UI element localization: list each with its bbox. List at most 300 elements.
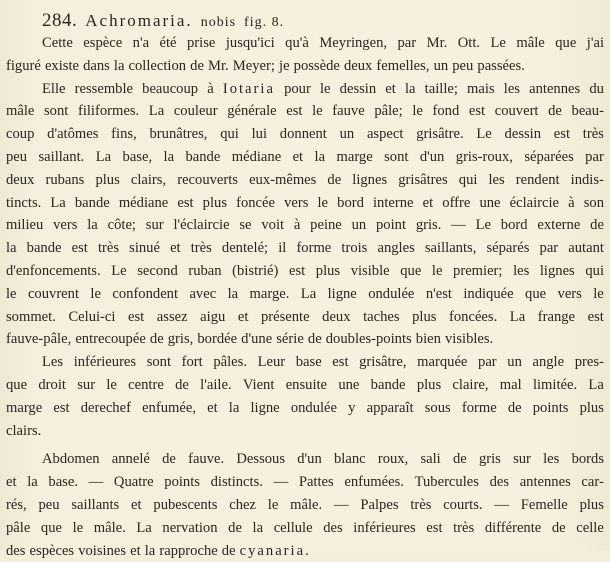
word: Femelle xyxy=(520,496,568,513)
word: peu xyxy=(6,148,28,165)
word: point xyxy=(376,217,406,234)
word: un xyxy=(433,57,449,74)
text-line xyxy=(6,471,604,494)
word: angles xyxy=(377,240,415,257)
word: cellule xyxy=(273,519,313,536)
word: mais xyxy=(467,80,495,97)
word: la xyxy=(163,148,175,165)
word: base. xyxy=(48,474,78,491)
word: — xyxy=(494,496,509,513)
word: plus xyxy=(202,194,227,211)
word: plus xyxy=(315,262,341,279)
word: filiformes. xyxy=(77,103,140,120)
word: de xyxy=(175,376,189,393)
text-line xyxy=(6,100,604,123)
word: vers xyxy=(284,194,309,211)
word: inférieures xyxy=(353,519,416,536)
word: — xyxy=(88,474,104,491)
word: d'un xyxy=(297,451,322,468)
word: grisâtre, xyxy=(359,354,407,371)
word: cyanaria. xyxy=(239,542,311,559)
word: la xyxy=(144,542,156,559)
word: gris xyxy=(478,451,501,468)
word: de xyxy=(551,519,566,536)
word: et xyxy=(131,496,142,513)
word: pâles. xyxy=(213,354,247,371)
word: à xyxy=(293,217,301,234)
word: médiane xyxy=(231,148,282,165)
word: est xyxy=(288,262,306,279)
word: avec xyxy=(189,285,217,302)
text-line xyxy=(6,146,604,169)
word: le xyxy=(312,103,323,120)
word: tincts. xyxy=(6,194,42,211)
word: frange xyxy=(537,308,576,325)
word: premier; xyxy=(453,262,503,279)
word: base xyxy=(295,354,322,371)
word: la xyxy=(113,57,125,74)
word: prise xyxy=(187,35,216,51)
word: deux xyxy=(322,308,351,325)
word: n'a xyxy=(132,35,150,51)
word: sur xyxy=(77,376,96,393)
word: ligne xyxy=(250,399,280,416)
text-line xyxy=(6,283,604,306)
word: à xyxy=(207,80,214,97)
word: couvert xyxy=(494,103,539,120)
word: un xyxy=(351,217,367,234)
word: de xyxy=(307,331,322,348)
word: — xyxy=(273,474,289,491)
word: de xyxy=(149,331,164,348)
word: lignes xyxy=(352,171,388,188)
word: la xyxy=(27,474,38,491)
word: des xyxy=(489,474,510,491)
word: y xyxy=(348,399,356,416)
word: les xyxy=(503,80,520,97)
word: à xyxy=(568,194,575,211)
word: les xyxy=(513,262,530,279)
word: forme xyxy=(296,240,332,257)
word: médiane xyxy=(118,194,169,211)
word: taches xyxy=(363,308,400,325)
word: vers xyxy=(557,285,582,302)
word: indiquée xyxy=(463,285,514,302)
word: et xyxy=(237,308,249,325)
word: et xyxy=(130,542,141,559)
text-line xyxy=(6,237,604,260)
word: rendent xyxy=(515,171,560,188)
text-line xyxy=(6,374,604,397)
word: centre xyxy=(128,376,164,393)
word: claire, xyxy=(452,376,489,393)
word: la xyxy=(87,217,98,234)
word: lignes xyxy=(539,262,575,279)
word: offre xyxy=(442,194,471,211)
word: externe xyxy=(537,217,581,234)
word: angle xyxy=(532,354,565,371)
word: La xyxy=(509,308,526,325)
word: grisâtre. xyxy=(416,126,464,143)
word: de xyxy=(548,103,562,120)
word: Abdomen xyxy=(42,451,100,468)
word: sali xyxy=(420,451,441,468)
word: gris-roux, xyxy=(455,148,513,165)
word: entrecoupée xyxy=(75,331,146,348)
word: donnent xyxy=(279,126,327,143)
word: plus xyxy=(412,308,437,325)
word: ondulée xyxy=(290,399,338,416)
word: des xyxy=(6,542,26,559)
word: foncées. xyxy=(449,308,498,325)
word: de xyxy=(228,519,242,536)
word: apparaît xyxy=(366,399,414,416)
text-line xyxy=(6,420,604,443)
word: par xyxy=(478,354,497,371)
word: j'ai xyxy=(586,35,604,51)
word: les xyxy=(543,451,560,468)
word: Le xyxy=(111,262,127,279)
word: mâle xyxy=(6,103,35,120)
word: limitée. xyxy=(532,376,578,393)
text-line xyxy=(6,169,604,192)
word: Palpes xyxy=(360,496,399,513)
word: et xyxy=(292,148,304,165)
word: d'une xyxy=(241,331,273,348)
word: — xyxy=(333,496,349,513)
word: mâle. xyxy=(93,519,126,536)
word: second xyxy=(137,262,178,279)
word: Le xyxy=(476,126,492,143)
word: son xyxy=(583,194,604,211)
word: Mr. xyxy=(426,35,448,51)
word: est xyxy=(71,240,88,257)
word: dessin xyxy=(339,80,377,97)
word: présente xyxy=(260,308,310,325)
word: fort xyxy=(181,354,203,371)
word: ligne xyxy=(327,285,357,302)
word: qui xyxy=(585,262,604,279)
word: espèces xyxy=(29,542,75,559)
word: distincts. xyxy=(210,474,263,491)
word: chez xyxy=(229,496,256,513)
species-name: Achromaria. xyxy=(85,11,193,30)
word: sur xyxy=(513,451,531,468)
word: la xyxy=(227,285,239,302)
word: trois xyxy=(341,240,368,257)
word: clairs. xyxy=(6,422,42,439)
word: annelé xyxy=(111,451,150,468)
word: éclaircie xyxy=(509,194,560,211)
word: la xyxy=(314,148,326,165)
word: plus xyxy=(579,399,604,416)
word: foncée xyxy=(236,194,275,211)
word: il xyxy=(278,240,287,257)
word: un xyxy=(507,354,522,371)
word: et xyxy=(385,80,396,97)
word: la xyxy=(6,240,17,257)
word: coup xyxy=(6,126,35,143)
word: Les xyxy=(42,354,64,371)
text-line xyxy=(6,306,604,329)
word: sont xyxy=(146,354,172,371)
word: est xyxy=(553,126,571,143)
word: Vient xyxy=(242,376,275,393)
word: inférieures xyxy=(73,354,137,371)
word: saillant. xyxy=(38,148,85,165)
word: pres- xyxy=(574,354,604,371)
word: Le xyxy=(475,217,491,234)
word: sont xyxy=(44,103,69,120)
word: bordée xyxy=(197,331,238,348)
word: côte; xyxy=(107,217,136,234)
word: deux xyxy=(6,171,35,188)
word: une xyxy=(338,376,360,393)
paragraph xyxy=(6,78,604,352)
word: bande xyxy=(26,240,62,257)
paragraph xyxy=(6,351,604,442)
word: plus xyxy=(95,171,120,188)
word: jusqu'ici xyxy=(225,35,275,51)
word: différente xyxy=(484,519,542,536)
word: base, xyxy=(122,148,153,165)
word: de xyxy=(327,171,342,188)
text-line xyxy=(6,55,604,78)
figure-reference: fig. 8. xyxy=(244,15,285,30)
word: voit xyxy=(261,217,285,234)
word: — xyxy=(451,217,466,234)
word: un xyxy=(339,126,355,143)
word: car- xyxy=(581,474,604,491)
word: antennes xyxy=(519,474,571,491)
word: Ott. xyxy=(457,35,481,51)
word: les xyxy=(488,171,505,188)
word: Elle xyxy=(42,80,66,97)
word: bord xyxy=(500,217,528,234)
word: le xyxy=(90,285,101,302)
word: vers xyxy=(53,217,78,234)
word: marquée xyxy=(417,354,468,371)
word: dessin xyxy=(504,126,542,143)
word: par xyxy=(585,148,604,165)
word: mâle. xyxy=(290,496,323,513)
word: plus xyxy=(416,376,442,393)
word: Mr. xyxy=(208,57,229,74)
word: l'éclaircie xyxy=(173,217,230,234)
word: visible xyxy=(350,262,390,279)
word: gris, xyxy=(167,331,194,348)
word: (bistrié) xyxy=(232,262,279,279)
word: que xyxy=(400,262,422,279)
word: Leur xyxy=(257,354,286,371)
word: plus xyxy=(579,496,604,513)
word: et xyxy=(422,194,434,211)
word: fauve xyxy=(332,103,365,120)
word: interne xyxy=(373,194,414,211)
body-text xyxy=(6,32,604,562)
word: courts. xyxy=(443,496,483,513)
word: que xyxy=(6,376,28,393)
word: le xyxy=(267,496,279,513)
word: Meyer; xyxy=(232,57,275,74)
word: que xyxy=(555,35,577,51)
word: aigu xyxy=(200,308,226,325)
word: ensuite xyxy=(285,376,328,393)
word: mâle xyxy=(516,35,545,51)
word: peu xyxy=(38,496,60,513)
word: séparés xyxy=(486,240,530,257)
word: La xyxy=(136,519,152,536)
word: de xyxy=(507,399,522,416)
word: Celui-ci xyxy=(68,308,116,325)
word: femelles, xyxy=(376,57,430,74)
word: La xyxy=(300,285,317,302)
text-line xyxy=(6,494,604,517)
word: derechef xyxy=(80,399,131,416)
word: de xyxy=(452,451,467,468)
word: bande xyxy=(185,148,221,165)
word: pubescents xyxy=(153,496,218,513)
text-line xyxy=(6,351,604,374)
word: confondent xyxy=(112,285,179,302)
word: Cette xyxy=(42,35,73,51)
word: bande xyxy=(370,376,406,393)
word: rapproche xyxy=(159,542,218,559)
word: saillants xyxy=(71,496,120,513)
word: l'aile. xyxy=(200,376,232,393)
text-line xyxy=(6,448,604,471)
word: mal xyxy=(499,376,522,393)
word: antennes xyxy=(529,80,581,97)
word: rés, xyxy=(6,496,27,513)
word: une xyxy=(479,194,501,211)
word: droit xyxy=(38,376,66,393)
word: et xyxy=(6,474,17,491)
word: très xyxy=(410,496,432,513)
word: peine xyxy=(310,217,342,234)
word: ressemble xyxy=(74,80,134,97)
word: points xyxy=(164,474,200,491)
word: sous xyxy=(424,399,451,416)
word: enfumée, xyxy=(142,399,196,416)
text-line xyxy=(6,214,604,237)
word: pour xyxy=(284,80,311,97)
word: La xyxy=(588,376,604,393)
species-heading xyxy=(42,10,284,34)
word: forme xyxy=(461,399,497,416)
word: n'est xyxy=(425,285,452,302)
word: La xyxy=(50,194,66,211)
text-line xyxy=(6,328,604,351)
word: possède xyxy=(293,57,340,74)
word: fauve-pâle, xyxy=(6,331,72,348)
word: de xyxy=(190,57,204,74)
word: le xyxy=(6,285,17,302)
word: celle xyxy=(576,519,604,536)
word: dans xyxy=(83,57,110,74)
word: par xyxy=(539,240,559,257)
word: points xyxy=(532,399,569,416)
word: pâle xyxy=(6,519,31,536)
word: Meyringen, xyxy=(319,35,388,51)
word: du xyxy=(589,80,604,97)
word: blanc xyxy=(334,451,366,468)
text-line xyxy=(6,260,604,283)
word: bord xyxy=(337,194,364,211)
word: peu xyxy=(452,57,474,74)
word: est xyxy=(53,399,70,416)
word: la xyxy=(228,399,240,416)
word: enfumées. xyxy=(344,474,404,491)
word: recouverts xyxy=(177,171,238,188)
word: pâle; xyxy=(374,103,403,120)
word: lui xyxy=(251,126,268,143)
word: beaucoup xyxy=(142,80,199,97)
word: que xyxy=(40,519,62,536)
word: est xyxy=(332,354,349,371)
word: milieu xyxy=(6,217,44,234)
word: fond xyxy=(432,103,460,120)
word: Dessous xyxy=(236,451,286,468)
word: sinué xyxy=(129,240,160,257)
word: couleur xyxy=(173,103,218,120)
paragraph xyxy=(6,32,604,78)
word: marge xyxy=(336,148,373,165)
word: marge. xyxy=(249,285,290,302)
word: est xyxy=(587,308,604,325)
word: le xyxy=(412,103,423,120)
word: bien xyxy=(415,331,441,348)
paragraph xyxy=(6,448,604,562)
word: saillants, xyxy=(424,240,477,257)
word: est xyxy=(426,519,443,536)
word: voisines xyxy=(78,542,127,559)
word: est xyxy=(468,103,486,120)
word: assez xyxy=(156,308,188,325)
word: couvrent xyxy=(27,285,80,302)
word: que xyxy=(525,285,547,302)
word: Iotaria xyxy=(222,80,275,97)
word: et xyxy=(207,399,218,416)
word: générale xyxy=(227,103,277,120)
word: été xyxy=(159,35,177,51)
word: ruban xyxy=(188,262,222,279)
word: qui xyxy=(458,171,478,188)
word: sur xyxy=(145,217,164,234)
text-line xyxy=(6,192,604,215)
word: des xyxy=(323,519,343,536)
word: de xyxy=(221,542,236,559)
word: marge xyxy=(6,399,43,416)
word: deux xyxy=(343,57,373,74)
word: de xyxy=(162,451,176,468)
word: très xyxy=(97,240,120,257)
word: brunâtres, xyxy=(149,126,208,143)
word: gris. xyxy=(415,217,442,234)
text-line xyxy=(6,78,604,101)
word: figuré xyxy=(6,57,41,74)
word: Pattes xyxy=(298,474,334,491)
word: existe xyxy=(44,57,79,74)
word: d'atômes xyxy=(47,126,99,143)
text-line xyxy=(6,123,604,146)
word: beau- xyxy=(571,103,604,120)
word: le xyxy=(72,519,84,536)
word: La xyxy=(148,103,165,120)
word: le xyxy=(106,376,117,393)
word: la xyxy=(252,519,264,536)
word: nervation xyxy=(162,519,218,536)
